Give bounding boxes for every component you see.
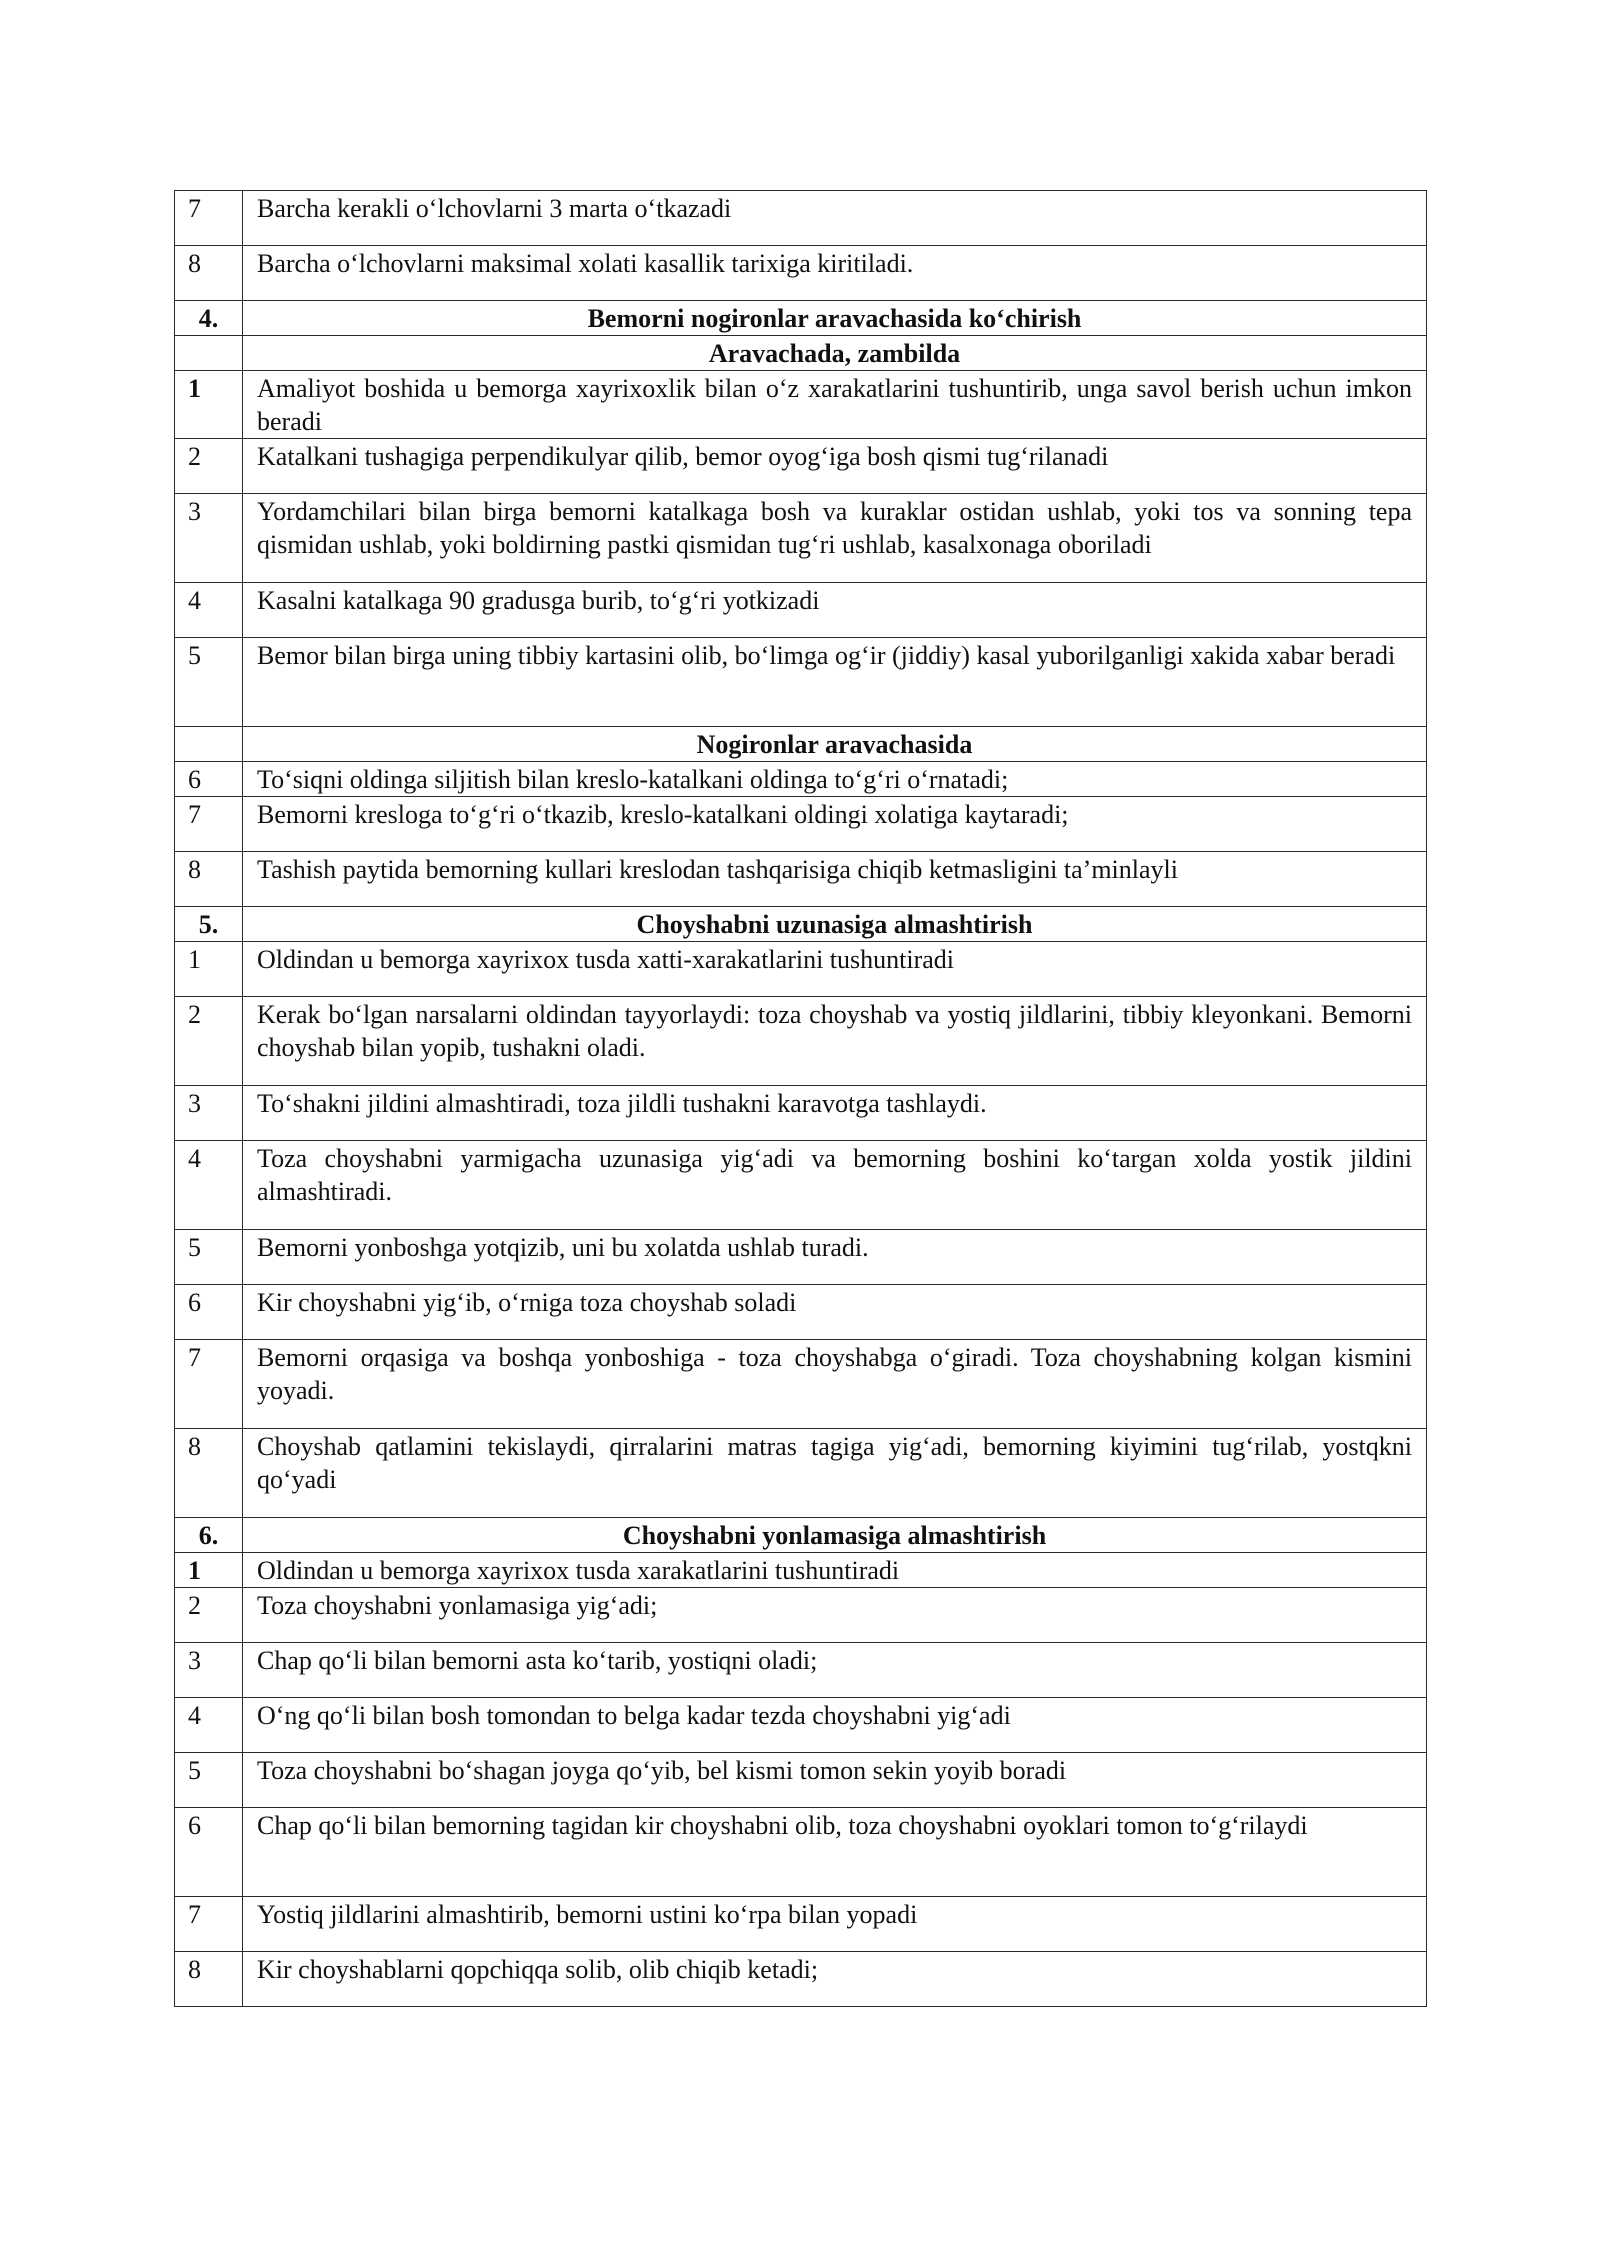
table-row bbox=[175, 246, 1427, 301]
table-row bbox=[175, 1643, 1427, 1698]
step-text: Choyshab qatlamini tekislaydi, qirralarini matras tagiga yig‘adi, bemorning kiyimini tug‘rilab, yostqkni qo‘yadi bbox=[243, 1429, 1427, 1518]
step-number: 1 bbox=[175, 942, 243, 997]
step-text: Tashish paytida bemorning kullari kreslodan tashqarisiga chiqib ketmasligini ta’minlayli bbox=[243, 852, 1427, 907]
table-row bbox=[175, 638, 1427, 727]
table-row bbox=[175, 1753, 1427, 1808]
step-number bbox=[175, 336, 243, 371]
table-row bbox=[175, 1285, 1427, 1340]
section-heading-row bbox=[175, 1518, 1427, 1553]
section-number: 4. bbox=[175, 301, 243, 336]
step-text: Amaliyot boshida u bemorga xayrixoxlik bilan o‘z xarakatlarini tushuntirib, unga savol berish uchun imkon beradi bbox=[243, 371, 1427, 439]
step-text: Bemorni orqasiga va boshqa yonboshiga - toza choyshabga o‘giradi. Toza choyshabning kolgan kismini yoyadi. bbox=[243, 1340, 1427, 1429]
step-text: Kir choyshablarni qopchiqqa solib, olib chiqib ketadi; bbox=[243, 1952, 1427, 2007]
table-row bbox=[175, 1230, 1427, 1285]
step-text: Katalkani tushagiga perpendikulyar qilib, bemor oyog‘iga bosh qismi tug‘rilanadi bbox=[243, 439, 1427, 494]
table-row bbox=[175, 997, 1427, 1086]
table-row bbox=[175, 1429, 1427, 1518]
step-number: 3 bbox=[175, 494, 243, 583]
procedure-table bbox=[174, 190, 1427, 2007]
step-text: Toza choyshabni yonlamasiga yig‘adi; bbox=[243, 1588, 1427, 1643]
step-text: O‘ng qo‘li bilan bosh tomondan to belga kadar tezda choyshabni yig‘adi bbox=[243, 1698, 1427, 1753]
step-number: 2 bbox=[175, 1588, 243, 1643]
step-number: 6 bbox=[175, 762, 243, 797]
table-row bbox=[175, 1952, 1427, 2007]
table-row bbox=[175, 1340, 1427, 1429]
subsection-heading: Nogironlar aravachasida bbox=[243, 727, 1427, 762]
step-number: 7 bbox=[175, 1897, 243, 1952]
table-row bbox=[175, 852, 1427, 907]
step-number: 7 bbox=[175, 797, 243, 852]
table-row bbox=[175, 1588, 1427, 1643]
step-number bbox=[175, 727, 243, 762]
step-number: 8 bbox=[175, 246, 243, 301]
step-number: 8 bbox=[175, 1952, 243, 2007]
step-text: Chap qo‘li bilan bemorning tagidan kir choyshabni olib, toza choyshabni oyoklari tomon to‘g‘rilaydi bbox=[243, 1808, 1427, 1897]
step-number: 1 bbox=[175, 1553, 243, 1588]
step-text: Oldindan u bemorga xayrixox tusda xatti-xarakatlarini tushuntiradi bbox=[243, 942, 1427, 997]
table-row bbox=[175, 439, 1427, 494]
step-number: 8 bbox=[175, 852, 243, 907]
step-number: 2 bbox=[175, 439, 243, 494]
step-text: Yostiq jildlarini almashtirib, bemorni ustini ko‘rpa bilan yopadi bbox=[243, 1897, 1427, 1952]
step-text: Bemorni yonboshga yotqizib, uni bu xolatda ushlab turadi. bbox=[243, 1230, 1427, 1285]
section-heading: Choyshabni uzunasiga almashtirish bbox=[243, 907, 1427, 942]
section-heading-row bbox=[175, 907, 1427, 942]
step-number: 3 bbox=[175, 1086, 243, 1141]
step-number: 4 bbox=[175, 583, 243, 638]
step-text: Chap qo‘li bilan bemorni asta ko‘tarib, yostiqni oladi; bbox=[243, 1643, 1427, 1698]
step-text: Toza choyshabni bo‘shagan joyga qo‘yib, bel kismi tomon sekin yoyib boradi bbox=[243, 1753, 1427, 1808]
table-row bbox=[175, 942, 1427, 997]
subsection-heading: Aravachada, zambilda bbox=[243, 336, 1427, 371]
step-number: 5 bbox=[175, 638, 243, 727]
table-row bbox=[175, 191, 1427, 246]
step-number: 2 bbox=[175, 997, 243, 1086]
step-number: 6 bbox=[175, 1808, 243, 1897]
section-heading: Bemorni nogironlar aravachasida ko‘chirish bbox=[243, 301, 1427, 336]
table-row bbox=[175, 1698, 1427, 1753]
step-number: 5 bbox=[175, 1753, 243, 1808]
section-heading: Choyshabni yonlamasiga almashtirish bbox=[243, 1518, 1427, 1553]
step-number: 4 bbox=[175, 1698, 243, 1753]
step-number: 8 bbox=[175, 1429, 243, 1518]
step-text: Yordamchilari bilan birga bemorni katalkaga bosh va kuraklar ostidan ushlab, yoki tos va sonning tepa qismidan ushlab, yoki boldirning pastki qismidan tug‘ri ushlab, kasalxonaga oboriladi bbox=[243, 494, 1427, 583]
section-number: 5. bbox=[175, 907, 243, 942]
step-text: To‘shakni jildini almashtiradi, toza jildli tushakni karavotga tashlaydi. bbox=[243, 1086, 1427, 1141]
step-text: Kerak bo‘lgan narsalarni oldindan tayyorlaydi: toza choyshab va yostiq jildlarini, tibbiy kleyonkani. Bemorni choyshab bilan yopib, tushakni oladi. bbox=[243, 997, 1427, 1086]
table-row bbox=[175, 797, 1427, 852]
step-number: 7 bbox=[175, 191, 243, 246]
section-number: 6. bbox=[175, 1518, 243, 1553]
step-text: To‘siqni oldinga siljitish bilan kreslo-katalkani oldinga to‘g‘ri o‘rnatadi; bbox=[243, 762, 1427, 797]
step-text: Kir choyshabni yig‘ib, o‘rniga toza choyshab soladi bbox=[243, 1285, 1427, 1340]
step-text: Bemorni kresloga to‘g‘ri o‘tkazib, kreslo-katalkani oldingi xolatiga kaytaradi; bbox=[243, 797, 1427, 852]
step-number: 5 bbox=[175, 1230, 243, 1285]
table-row bbox=[175, 494, 1427, 583]
step-text: Toza choyshabni yarmigacha uzunasiga yig‘adi va bemorning boshini ko‘targan xolda yostik jildini almashtiradi. bbox=[243, 1141, 1427, 1230]
table-row bbox=[175, 583, 1427, 638]
step-text: Kasalni katalkaga 90 gradusga burib, to‘g‘ri yotkizadi bbox=[243, 583, 1427, 638]
step-text: Oldindan u bemorga xayrixox tusda xarakatlarini tushuntiradi bbox=[243, 1553, 1427, 1588]
table-row bbox=[175, 1897, 1427, 1952]
table-row bbox=[175, 1086, 1427, 1141]
table-row bbox=[175, 1808, 1427, 1897]
table-row bbox=[175, 1141, 1427, 1230]
step-number: 3 bbox=[175, 1643, 243, 1698]
section-heading-row bbox=[175, 301, 1427, 336]
step-text: Barcha kerakli o‘lchovlarni 3 marta o‘tkazadi bbox=[243, 191, 1427, 246]
subsection-heading-row bbox=[175, 336, 1427, 371]
table-row bbox=[175, 371, 1427, 439]
step-number: 6 bbox=[175, 1285, 243, 1340]
table-row bbox=[175, 762, 1427, 797]
step-number: 7 bbox=[175, 1340, 243, 1429]
step-number: 4 bbox=[175, 1141, 243, 1230]
subsection-heading-row bbox=[175, 727, 1427, 762]
step-text: Bemor bilan birga uning tibbiy kartasini olib, bo‘limga og‘ir (jiddiy) kasal yuborilganligi xakida xabar beradi bbox=[243, 638, 1427, 727]
step-number: 1 bbox=[175, 371, 243, 439]
table-row bbox=[175, 1553, 1427, 1588]
step-text: Barcha o‘lchovlarni maksimal xolati kasallik tarixiga kiritiladi. bbox=[243, 246, 1427, 301]
